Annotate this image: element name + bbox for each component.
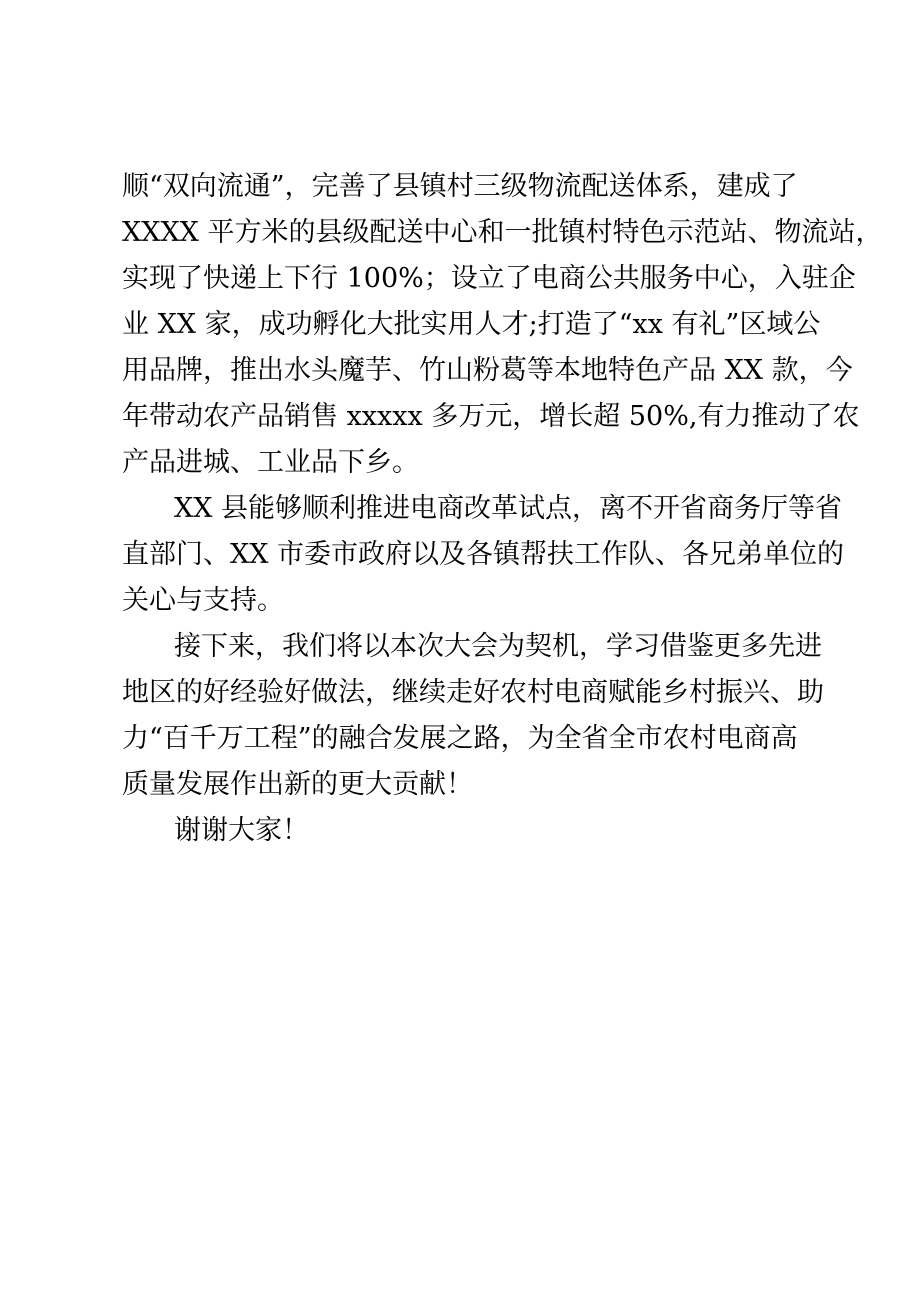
text-line: 业 XX 家，成功孵化大批实用人才;打造了“xx 有礼”区域公 — [122, 309, 821, 340]
paragraph-first-line: 接下来，我们将以本次大会为契机，学习借鉴更多先进 — [174, 631, 822, 662]
text-line: 用品牌，推出水头魔芋、竹山粉葛等本地特色产品 XX 款，今 — [122, 355, 853, 386]
text-line: 实现了快递上下行 100%；设立了电商公共服务中心，入驻企 — [122, 263, 856, 294]
text-line: 地区的好经验好做法，继续走好农村电商赋能乡村振兴、助 — [122, 677, 824, 708]
paragraph-first-line: XX 县能够顺利推进电商改革试点，离不开省商务厅等省 — [174, 493, 843, 524]
text-line: XXXX 平方米的县级配送中心和一批镇村特色示范站、物流站， — [122, 217, 883, 248]
text-line: 直部门、XX 市委市政府以及各镇帮扶工作队、各兄弟单位的 — [122, 539, 845, 570]
closing-line: 谢谢大家！ — [174, 815, 309, 846]
text-line: 年带动农产品销售 xxxxx 多万元，增长超 50%,有力推动了农 — [122, 401, 860, 432]
text-line: 关心与支持。 — [122, 585, 284, 616]
text-line: 顺“双向流通”，完善了县镇村三级物流配送体系，建成了 — [122, 171, 798, 202]
text-line: 力“百千万工程”的融合发展之路，为全省全市农村电商高 — [122, 723, 798, 754]
text-line: 产品进城、工业品下乡。 — [122, 447, 419, 478]
text-line: 质量发展作出新的更大贡献！ — [122, 769, 473, 800]
